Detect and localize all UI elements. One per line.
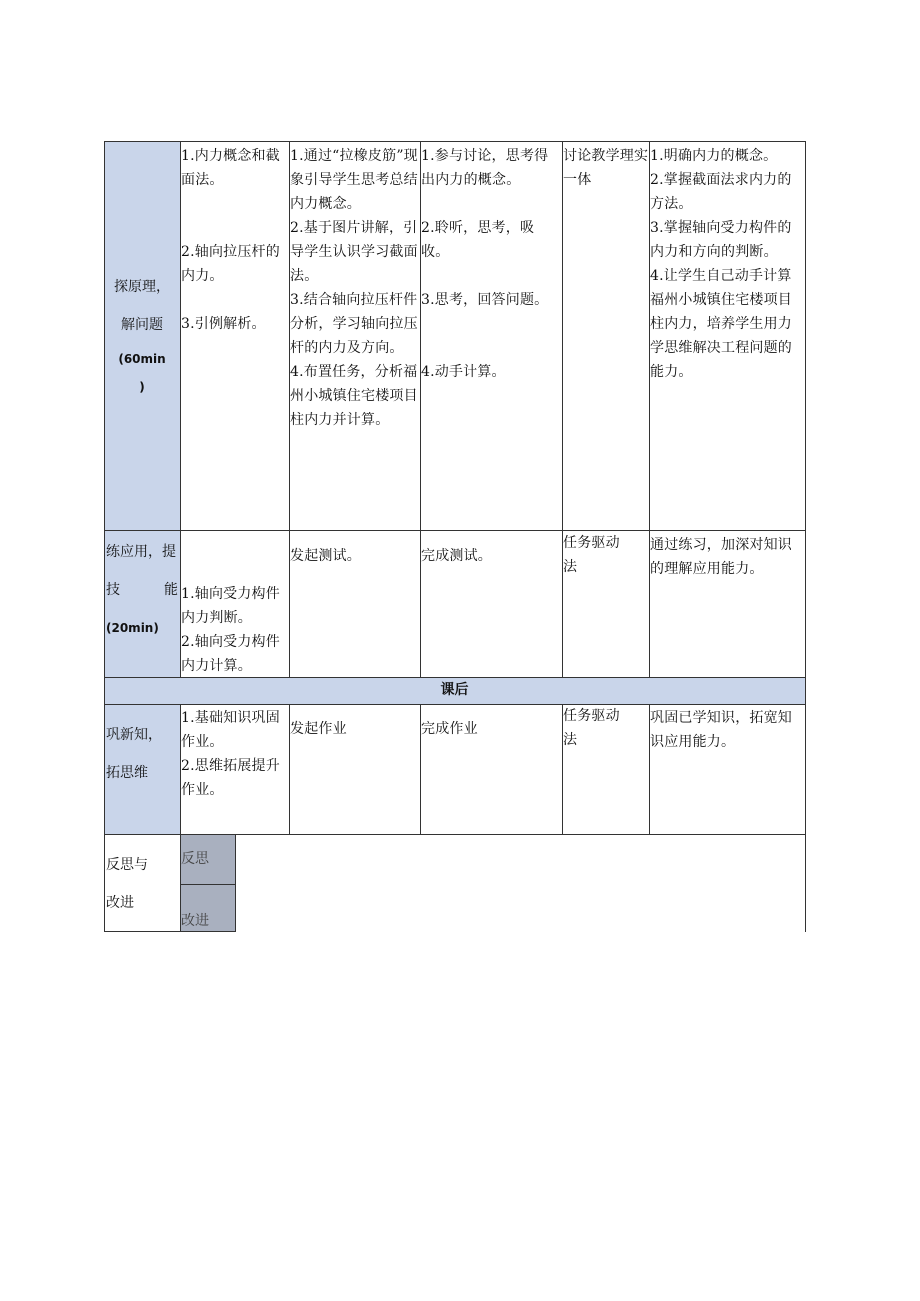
improve-label-box [180,884,235,932]
student-cell-consolidate [421,717,562,741]
stage-explore-time: (60min [118,352,166,366]
student-item: 2.聆听，思考，吸收。 [421,220,535,260]
section-after-class [104,677,805,704]
stage-explore-time-close: ) [139,380,145,394]
teacher-text: 发起测试。 [290,548,361,564]
teacher-cell-consolidate [290,717,420,741]
teacher-item: 4.布置任务，分析福州小城镇住宅楼项目柱内力并计算。 [290,364,418,428]
stage-explore [104,268,180,400]
stage-consolidate-line2: 拓思维 [106,765,148,781]
goal-text: 通过练习，加深对知识的理解应用能力。 [650,537,792,577]
goal-item: 1.明确内力的概念。 [650,148,778,164]
stage-practice [104,533,180,647]
student-item: 3.思考，回答问题。 [421,292,549,308]
teacher-item: 2.基于图片讲解，引导学生认识学习截面法。 [290,220,418,284]
goal-item: 2.掌握截面法求内力的方法。 [650,172,792,212]
stage-practice-line2a: 技 [106,582,120,598]
method-text: 任务驱动法 [563,535,620,575]
stage-explore-line1: 探原理， [114,279,170,295]
teacher-item: 1.通过“拉橡皮筋”现象引导学生思考总结内力概念。 [290,148,418,212]
method-cell-explore [563,144,649,192]
stage-consolidate [104,716,180,792]
content-item: 3.引例解析。 [181,316,266,332]
teacher-cell-explore [290,144,420,432]
content-item: 2.轴向拉压杆的内力。 [181,244,280,284]
goal-text: 巩固已学知识，拓宽知识应用能力。 [650,710,792,750]
method-cell-consolidate [563,704,633,752]
student-text: 完成测试。 [421,548,492,564]
student-text: 完成作业 [421,721,478,737]
stage-reflection-line1: 反思与 [106,857,148,873]
content-cell-explore [181,144,289,336]
goal-item: 4.让学生自己动手计算福州小城镇住宅楼项目柱内力，培养学生用力学思维解决工程问题的能力。 [650,268,792,380]
content-cell-consolidate [181,706,289,802]
student-item: 1.参与讨论，思考得出内力的概念。 [421,148,549,188]
stage-reflection-line2: 改进 [106,895,134,911]
content-item: 1.轴向受力构件内力判断。 [181,586,280,626]
reflect-label: 反思 [181,851,209,867]
teacher-cell-practice [290,544,420,568]
method-text: 任务驱动法 [563,708,620,748]
goal-cell-practice [650,533,805,581]
stage-practice-time: (20min) [106,621,159,635]
content-item: 2.轴向受力构件内力计算。 [181,634,280,674]
student-cell-practice [421,544,562,568]
improve-label: 改进 [181,913,209,929]
reflect-label-box [180,834,235,884]
stage-reflection [104,846,180,922]
goal-item: 3.掌握轴向受力构件的内力和方向的判断。 [650,220,792,260]
section-after-label: 课后 [440,682,469,698]
student-cell-explore [421,144,562,384]
content-item: 1.基础知识巩固作业。 [181,710,280,750]
method-cell-practice [563,531,633,579]
content-item: 2.思维拓展提升作业。 [181,758,280,798]
goal-cell-explore [650,144,805,384]
stage-consolidate-line1: 巩新知， [106,727,162,743]
stage-explore-line2: 解问题 [121,317,163,333]
content-cell-practice [181,582,289,678]
teacher-text: 发起作业 [290,721,347,737]
method-text: 讨论教学理实一体 [563,148,649,188]
goal-cell-consolidate [650,706,805,754]
teacher-item: 3.结合轴向拉压杆件分析，学习轴向拉压杆的内力及方向。 [290,292,418,356]
student-item: 4.动手计算。 [421,364,506,380]
stage-practice-line1: 练应用，提 [106,544,176,560]
content-item: 1.内力概念和截面法。 [181,148,280,188]
stage-practice-line2b: 能 [164,582,178,598]
